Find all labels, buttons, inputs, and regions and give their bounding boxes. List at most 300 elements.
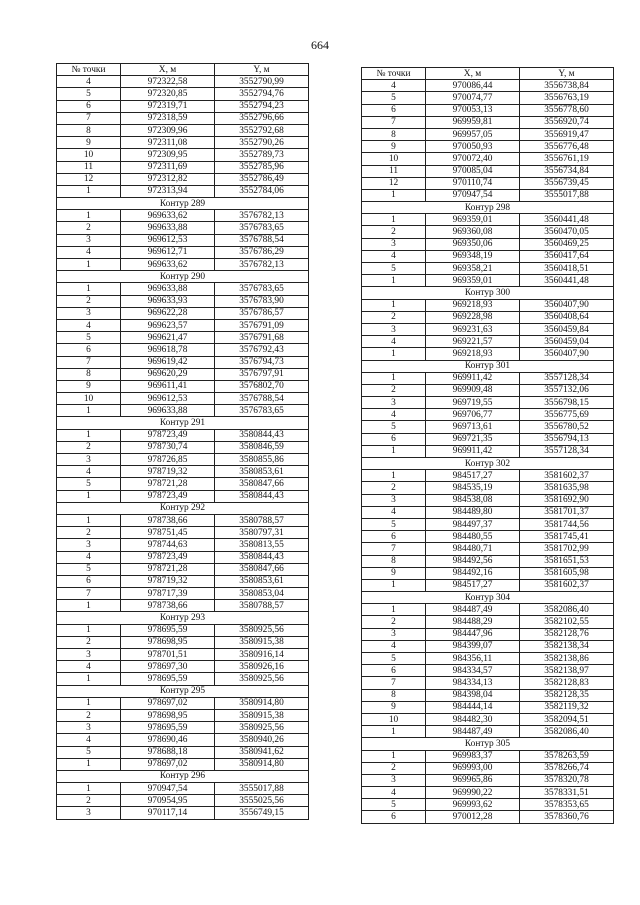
x-coordinate-cell: 972309,95	[121, 149, 215, 161]
contour-label: Контур 292	[57, 502, 309, 514]
table-row	[362, 153, 614, 165]
point-number-cell: 6	[57, 575, 121, 587]
x-coordinate-cell: 969221,57	[426, 336, 520, 348]
x-coordinate-cell: 969218,93	[426, 348, 520, 360]
point-number-cell: 1	[57, 429, 121, 441]
x-coordinate-cell: 978695,59	[121, 722, 215, 734]
x-coordinate-cell: 984480,55	[426, 531, 520, 543]
x-coordinate-cell: 984487,49	[426, 604, 520, 616]
table-row	[362, 238, 614, 250]
point-number-cell: 1	[57, 283, 121, 295]
table-row	[57, 161, 309, 173]
y-coordinate-cell: 3556763,19	[520, 92, 614, 104]
y-coordinate-cell: 3578320,78	[520, 774, 614, 786]
x-coordinate-cell: 984447,96	[426, 628, 520, 640]
contour-header-row	[362, 458, 614, 470]
y-coordinate-cell: 3552790,99	[215, 76, 309, 88]
x-coordinate-cell: 970050,93	[426, 141, 520, 153]
point-number-cell: 2	[57, 295, 121, 307]
y-coordinate-cell: 3578353,65	[520, 799, 614, 811]
table-row	[57, 137, 309, 149]
point-number-cell: 2	[57, 709, 121, 721]
point-number-cell: 2	[57, 636, 121, 648]
header-x: X, м	[121, 64, 215, 76]
contour-header-row	[57, 271, 309, 283]
y-coordinate-cell: 3581605,98	[520, 567, 614, 579]
x-coordinate-cell: 984444,14	[426, 701, 520, 713]
point-number-cell: 1	[362, 299, 426, 311]
table-row	[362, 689, 614, 701]
point-number-cell: 1	[362, 445, 426, 457]
point-number-cell: 5	[362, 518, 426, 530]
table-row	[57, 234, 309, 246]
point-number-cell: 1	[362, 348, 426, 360]
y-coordinate-cell: 3560470,05	[520, 226, 614, 238]
table-row	[57, 734, 309, 746]
point-number-cell: 4	[362, 787, 426, 799]
table-row	[57, 112, 309, 124]
point-number-cell: 10	[57, 393, 121, 405]
contour-header-row	[57, 685, 309, 697]
x-coordinate-cell: 984334,13	[426, 677, 520, 689]
point-number-cell: 1	[57, 259, 121, 271]
contour-header-row	[362, 202, 614, 214]
table-row	[362, 92, 614, 104]
point-number-cell: 8	[362, 689, 426, 701]
y-coordinate-cell: 3576782,13	[215, 259, 309, 271]
x-coordinate-cell: 984482,30	[426, 713, 520, 725]
y-coordinate-cell: 3582128,35	[520, 689, 614, 701]
table-row	[57, 758, 309, 770]
x-coordinate-cell: 978744,63	[121, 539, 215, 551]
y-coordinate-cell: 3552784,06	[215, 185, 309, 197]
table-row	[57, 466, 309, 478]
table-row	[57, 100, 309, 112]
y-coordinate-cell: 3556778,60	[520, 104, 614, 116]
x-coordinate-cell: 970947,54	[121, 783, 215, 795]
point-number-cell: 4	[362, 250, 426, 262]
x-coordinate-cell: 969983,37	[426, 750, 520, 762]
x-coordinate-cell: 970012,28	[426, 811, 520, 823]
point-number-cell: 8	[362, 128, 426, 140]
point-number-cell: 3	[57, 307, 121, 319]
point-number-cell: 2	[362, 482, 426, 494]
x-coordinate-cell: 984399,07	[426, 640, 520, 652]
point-number-cell: 12	[362, 177, 426, 189]
table-row	[57, 76, 309, 88]
point-number-cell: 1	[57, 210, 121, 222]
point-number-cell: 12	[57, 173, 121, 185]
table-row	[362, 409, 614, 421]
table-row	[362, 141, 614, 153]
y-coordinate-cell: 3556775,69	[520, 409, 614, 421]
y-coordinate-cell: 3580941,62	[215, 746, 309, 758]
point-number-cell: 6	[362, 433, 426, 445]
y-coordinate-cell: 3582138,34	[520, 640, 614, 652]
table-row	[57, 478, 309, 490]
point-number-cell: 10	[362, 713, 426, 725]
point-number-cell: 5	[362, 653, 426, 665]
point-number-cell: 2	[362, 616, 426, 628]
table-row	[57, 490, 309, 502]
point-number-cell: 3	[57, 649, 121, 661]
y-coordinate-cell: 3552796,66	[215, 112, 309, 124]
table-row	[362, 543, 614, 555]
y-coordinate-cell: 3578263,59	[520, 750, 614, 762]
table-row	[57, 807, 309, 819]
table-row	[362, 531, 614, 543]
point-number-cell: 11	[57, 161, 121, 173]
point-number-cell: 1	[57, 783, 121, 795]
table-row	[362, 177, 614, 189]
table-row	[57, 722, 309, 734]
point-number-cell: 5	[57, 563, 121, 575]
x-coordinate-cell: 972319,71	[121, 100, 215, 112]
point-number-cell: 1	[362, 189, 426, 201]
point-number-cell: 10	[57, 149, 121, 161]
contour-label: Контур 296	[57, 770, 309, 782]
y-coordinate-cell: 3555025,56	[215, 795, 309, 807]
point-number-cell: 7	[57, 112, 121, 124]
table-row	[57, 222, 309, 234]
table-row	[362, 80, 614, 92]
point-number-cell: 6	[57, 100, 121, 112]
y-coordinate-cell: 3580847,66	[215, 478, 309, 490]
y-coordinate-cell: 3580914,80	[215, 697, 309, 709]
point-number-cell: 2	[362, 384, 426, 396]
y-coordinate-cell: 3578360,76	[520, 811, 614, 823]
y-coordinate-cell: 3580926,16	[215, 661, 309, 673]
table-row	[362, 506, 614, 518]
table-row	[57, 380, 309, 392]
table-header-row	[362, 68, 614, 80]
point-number-cell: 3	[362, 774, 426, 786]
x-coordinate-cell: 984492,56	[426, 555, 520, 567]
table-row	[362, 750, 614, 762]
x-coordinate-cell: 978726,85	[121, 454, 215, 466]
point-number-cell: 3	[362, 628, 426, 640]
y-coordinate-cell: 3576783,65	[215, 222, 309, 234]
y-coordinate-cell: 3560459,84	[520, 323, 614, 335]
point-number-cell: 1	[362, 214, 426, 226]
y-coordinate-cell: 3576797,91	[215, 368, 309, 380]
x-coordinate-cell: 969348,19	[426, 250, 520, 262]
table-row	[57, 173, 309, 185]
table-row	[57, 563, 309, 575]
y-coordinate-cell: 3576788,54	[215, 234, 309, 246]
table-row	[362, 263, 614, 275]
point-number-cell: 4	[362, 506, 426, 518]
contour-label: Контур 291	[57, 417, 309, 429]
y-coordinate-cell: 3580925,56	[215, 673, 309, 685]
point-number-cell: 1	[57, 514, 121, 526]
y-coordinate-cell: 3552785,96	[215, 161, 309, 173]
x-coordinate-cell: 969633,62	[121, 259, 215, 271]
y-coordinate-cell: 3552794,76	[215, 88, 309, 100]
x-coordinate-cell: 969228,98	[426, 311, 520, 323]
point-number-cell: 1	[57, 758, 121, 770]
header-point-number: № точки	[362, 68, 426, 80]
point-number-cell: 1	[362, 750, 426, 762]
x-coordinate-cell: 978717,39	[121, 588, 215, 600]
table-row	[362, 384, 614, 396]
point-number-cell: 1	[57, 624, 121, 636]
x-coordinate-cell: 969622,28	[121, 307, 215, 319]
point-number-cell: 4	[57, 466, 121, 478]
contour-label: Контур 298	[362, 202, 614, 214]
table-row	[57, 588, 309, 600]
header-x: X, м	[426, 68, 520, 80]
table-row	[362, 762, 614, 774]
table-row	[362, 275, 614, 287]
y-coordinate-cell: 3581635,98	[520, 482, 614, 494]
x-coordinate-cell: 969612,53	[121, 234, 215, 246]
x-coordinate-cell: 978690,46	[121, 734, 215, 746]
table-row	[57, 405, 309, 417]
point-number-cell: 1	[362, 372, 426, 384]
x-coordinate-cell: 969633,62	[121, 210, 215, 222]
x-coordinate-cell: 969633,88	[121, 283, 215, 295]
point-number-cell: 1	[57, 697, 121, 709]
y-coordinate-cell: 3576792,43	[215, 344, 309, 356]
x-coordinate-cell: 969993,00	[426, 762, 520, 774]
point-number-cell: 4	[57, 246, 121, 258]
table-row	[362, 470, 614, 482]
table-row	[57, 307, 309, 319]
point-number-cell: 2	[57, 222, 121, 234]
x-coordinate-cell: 978695,59	[121, 624, 215, 636]
contour-header-row	[57, 770, 309, 782]
x-coordinate-cell: 970947,54	[426, 189, 520, 201]
x-coordinate-cell: 972320,85	[121, 88, 215, 100]
table-row	[57, 539, 309, 551]
x-coordinate-cell: 969621,47	[121, 332, 215, 344]
point-number-cell: 1	[57, 673, 121, 685]
x-coordinate-cell: 969633,88	[121, 405, 215, 417]
y-coordinate-cell: 3552789,73	[215, 149, 309, 161]
point-number-cell: 10	[362, 153, 426, 165]
header-y: Y, м	[520, 68, 614, 80]
y-coordinate-cell: 3576786,57	[215, 307, 309, 319]
y-coordinate-cell: 3578266,74	[520, 762, 614, 774]
point-number-cell: 6	[362, 531, 426, 543]
x-coordinate-cell: 984487,49	[426, 726, 520, 738]
table-row	[362, 604, 614, 616]
x-coordinate-cell: 984538,08	[426, 494, 520, 506]
point-number-cell: 9	[362, 141, 426, 153]
table-row	[362, 214, 614, 226]
x-coordinate-cell: 984517,27	[426, 470, 520, 482]
x-coordinate-cell: 969706,77	[426, 409, 520, 421]
x-coordinate-cell: 978751,45	[121, 527, 215, 539]
x-coordinate-cell: 984480,71	[426, 543, 520, 555]
y-coordinate-cell: 3560417,64	[520, 250, 614, 262]
table-row	[362, 555, 614, 567]
table-row	[362, 799, 614, 811]
table-row	[362, 348, 614, 360]
table-row	[362, 421, 614, 433]
y-coordinate-cell: 3552792,68	[215, 124, 309, 136]
point-number-cell: 3	[57, 807, 121, 819]
y-coordinate-cell: 3576791,68	[215, 332, 309, 344]
point-number-cell: 3	[57, 454, 121, 466]
x-coordinate-cell: 984334,57	[426, 665, 520, 677]
x-coordinate-cell: 969618,78	[121, 344, 215, 356]
table-row	[362, 713, 614, 725]
x-coordinate-cell: 970117,14	[121, 807, 215, 819]
y-coordinate-cell: 3580940,26	[215, 734, 309, 746]
x-coordinate-cell: 978719,32	[121, 575, 215, 587]
y-coordinate-cell: 3582119,32	[520, 701, 614, 713]
point-number-cell: 7	[362, 543, 426, 555]
x-coordinate-cell: 970074,77	[426, 92, 520, 104]
point-number-cell: 4	[57, 661, 121, 673]
y-coordinate-cell: 3582094,51	[520, 713, 614, 725]
point-number-cell: 9	[57, 137, 121, 149]
contour-header-row	[362, 592, 614, 604]
table-row	[362, 567, 614, 579]
point-number-cell: 6	[362, 104, 426, 116]
x-coordinate-cell: 969619,42	[121, 356, 215, 368]
table-row	[57, 514, 309, 526]
table-row	[362, 726, 614, 738]
y-coordinate-cell: 3580844,43	[215, 551, 309, 563]
x-coordinate-cell: 972309,96	[121, 124, 215, 136]
y-coordinate-cell: 3576794,73	[215, 356, 309, 368]
y-coordinate-cell: 3580853,61	[215, 575, 309, 587]
header-y: Y, м	[215, 64, 309, 76]
y-coordinate-cell: 3576782,13	[215, 210, 309, 222]
x-coordinate-cell: 969721,35	[426, 433, 520, 445]
y-coordinate-cell: 3576783,65	[215, 405, 309, 417]
table-row	[362, 189, 614, 201]
x-coordinate-cell: 969633,93	[121, 295, 215, 307]
x-coordinate-cell: 969959,81	[426, 116, 520, 128]
point-number-cell: 1	[362, 275, 426, 287]
x-coordinate-cell: 969620,29	[121, 368, 215, 380]
x-coordinate-cell: 978697,02	[121, 758, 215, 770]
table-row	[57, 746, 309, 758]
table-row	[362, 299, 614, 311]
y-coordinate-cell: 3560459,04	[520, 336, 614, 348]
table-row	[57, 709, 309, 721]
x-coordinate-cell: 984535,19	[426, 482, 520, 494]
x-coordinate-cell: 969612,53	[121, 393, 215, 405]
y-coordinate-cell: 3580914,80	[215, 758, 309, 770]
point-number-cell: 5	[57, 746, 121, 758]
x-coordinate-cell: 978697,30	[121, 661, 215, 673]
point-number-cell: 4	[362, 336, 426, 348]
point-number-cell: 3	[362, 238, 426, 250]
table-row	[362, 677, 614, 689]
y-coordinate-cell: 3576788,54	[215, 393, 309, 405]
point-number-cell: 4	[57, 551, 121, 563]
x-coordinate-cell: 969911,42	[426, 372, 520, 384]
x-coordinate-cell: 978723,49	[121, 429, 215, 441]
x-coordinate-cell: 978719,32	[121, 466, 215, 478]
table-row	[362, 226, 614, 238]
point-number-cell: 2	[362, 311, 426, 323]
y-coordinate-cell: 3582138,97	[520, 665, 614, 677]
table-row	[57, 636, 309, 648]
x-coordinate-cell: 969713,61	[426, 421, 520, 433]
x-coordinate-cell: 969957,05	[426, 128, 520, 140]
point-number-cell: 1	[57, 405, 121, 417]
table-row	[57, 332, 309, 344]
y-coordinate-cell: 3580844,43	[215, 490, 309, 502]
table-row	[362, 494, 614, 506]
x-coordinate-cell: 970053,13	[426, 104, 520, 116]
x-coordinate-cell: 972313,94	[121, 185, 215, 197]
point-number-cell: 2	[57, 795, 121, 807]
table-row	[57, 356, 309, 368]
y-coordinate-cell: 3576783,90	[215, 295, 309, 307]
table-row	[362, 250, 614, 262]
table-row	[362, 311, 614, 323]
point-number-cell: 1	[57, 185, 121, 197]
table-row	[362, 372, 614, 384]
y-coordinate-cell: 3580916,14	[215, 649, 309, 661]
table-row	[57, 661, 309, 673]
table-row	[362, 653, 614, 665]
table-row	[57, 185, 309, 197]
y-coordinate-cell: 3576783,65	[215, 283, 309, 295]
x-coordinate-cell: 984398,04	[426, 689, 520, 701]
table-row	[362, 787, 614, 799]
y-coordinate-cell: 3580813,55	[215, 539, 309, 551]
y-coordinate-cell: 3582128,76	[520, 628, 614, 640]
point-number-cell: 1	[57, 490, 121, 502]
table-row	[362, 336, 614, 348]
y-coordinate-cell: 3557128,34	[520, 372, 614, 384]
x-coordinate-cell: 978701,51	[121, 649, 215, 661]
table-row	[362, 128, 614, 140]
table-row	[362, 482, 614, 494]
table-row	[57, 149, 309, 161]
contour-label: Контур 295	[57, 685, 309, 697]
y-coordinate-cell: 3581651,53	[520, 555, 614, 567]
y-coordinate-cell: 3581702,99	[520, 543, 614, 555]
table-row	[362, 616, 614, 628]
contour-header-row	[57, 417, 309, 429]
x-coordinate-cell: 984492,16	[426, 567, 520, 579]
table-row	[362, 701, 614, 713]
y-coordinate-cell: 3556734,84	[520, 165, 614, 177]
contour-header-row	[57, 198, 309, 210]
y-coordinate-cell: 3560441,48	[520, 214, 614, 226]
y-coordinate-cell: 3557132,06	[520, 384, 614, 396]
point-number-cell: 9	[362, 567, 426, 579]
y-coordinate-cell: 3556919,47	[520, 128, 614, 140]
y-coordinate-cell: 3556776,48	[520, 141, 614, 153]
y-coordinate-cell: 3582138,86	[520, 653, 614, 665]
y-coordinate-cell: 3560408,64	[520, 311, 614, 323]
point-number-cell: 6	[57, 344, 121, 356]
y-coordinate-cell: 3556749,15	[215, 807, 309, 819]
point-number-cell: 1	[362, 470, 426, 482]
y-coordinate-cell: 3556739,45	[520, 177, 614, 189]
point-number-cell: 8	[57, 368, 121, 380]
y-coordinate-cell: 3560469,25	[520, 238, 614, 250]
table-row	[57, 344, 309, 356]
x-coordinate-cell: 969231,63	[426, 323, 520, 335]
x-coordinate-cell: 969909,48	[426, 384, 520, 396]
y-coordinate-cell: 3552786,49	[215, 173, 309, 185]
contour-header-row	[362, 360, 614, 372]
point-number-cell: 4	[362, 640, 426, 652]
y-coordinate-cell: 3581744,56	[520, 518, 614, 530]
point-number-cell: 5	[57, 478, 121, 490]
